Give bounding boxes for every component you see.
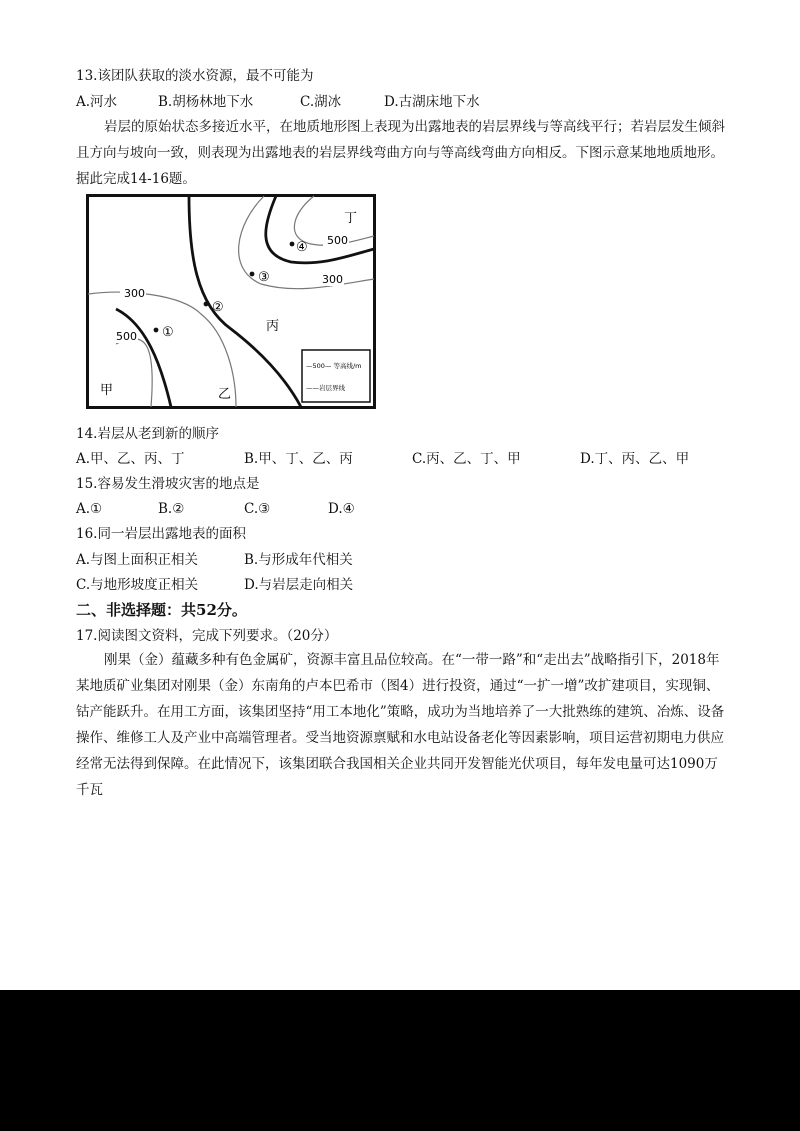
q15-option-a: A.① xyxy=(76,501,103,517)
section-heading: 二、非选择题：共52分。 xyxy=(76,601,247,619)
geology-map xyxy=(86,194,376,409)
point-label-2: ② xyxy=(212,300,224,315)
q14-option-a: A.甲、乙、丙、丁 xyxy=(76,451,185,467)
q13-option-c: C.湖冰 xyxy=(300,94,342,110)
legend-contour: —500— 等高线/m xyxy=(306,362,362,370)
q16-option-c: C.与地形坡度正相关 xyxy=(76,577,199,593)
point-label-1: ① xyxy=(162,325,174,340)
map-legend xyxy=(302,350,370,402)
intro-paragraph: 岩层的原始状态多接近水平，在地质地形图上表现为出露地表的岩层界线与等高线平行；若岩层发生倾斜且方向与坡向一致，则表现为出露地表的岩层界线弯曲方向与等高线弯曲方向相反。下图示意某地地质地形。据此完成14-16题。 xyxy=(76,119,725,187)
q14-option-d: D.丁、丙、乙、甲 xyxy=(580,451,690,467)
point-dot xyxy=(250,272,255,277)
contour-label: 300 xyxy=(322,273,343,286)
q13-option-d: D.古湖床地下水 xyxy=(384,94,480,110)
q17-stem: 17.阅读图文资料，完成下列要求。（20分） xyxy=(76,628,338,644)
layer-jia: 甲 xyxy=(100,383,114,398)
q15-option-b: B.② xyxy=(158,501,185,517)
q13-option-a: A.河水 xyxy=(76,94,118,110)
point-label-3: ③ xyxy=(258,270,270,285)
q13-option-b: B.胡杨林地下水 xyxy=(158,94,254,110)
legend-boundary: ——岩层界线 xyxy=(306,384,345,392)
q15-stem: 15.容易发生滑坡灾害的地点是 xyxy=(76,476,260,492)
q13-stem: 13.该团队获取的淡水资源，最不可能为 xyxy=(76,68,314,84)
contour-label: 300 xyxy=(124,287,145,300)
layer-bing: 丙 xyxy=(266,319,280,334)
q14-option-b: B.甲、丁、乙、丙 xyxy=(244,451,353,467)
q16-option-d: D.与岩层走向相关 xyxy=(244,577,354,593)
scan-black-band xyxy=(0,990,800,1131)
q14-stem: 14.岩层从老到新的顺序 xyxy=(76,426,219,442)
q16-option-b: B.与形成年代相关 xyxy=(244,552,353,568)
q14-option-c: C.丙、乙、丁、甲 xyxy=(412,451,521,467)
q16-option-a: A.与图上面积正相关 xyxy=(76,552,199,568)
point-dot xyxy=(290,242,295,247)
q15-option-d: D.④ xyxy=(328,501,355,517)
point-dot xyxy=(154,328,159,333)
q15-option-c: C.③ xyxy=(244,501,271,517)
q17-paragraph: 刚果（金）蕴藏多种有色金属矿，资源丰富且品位较高。在“一带一路”和“走出去”战略指引下，2018年某地质矿业集团对刚果（金）东南角的卢本巴希市（图4）进行投资，通过“一扩一增”改扩建项目，实现铜、钴产能跃升。在用工方面，该集团坚持“用工本地化”策略，成功为当地培养了一大批熟练的建筑、冶炼、设备操作、维修工人及产业中高端管理者。受当地资源禀赋和水电站设备老化等因素影响，项目运营初期电力供应经常无法得到保障。在此情况下，该集团联合我国相关企业共同开发智能光伏项目，每年发电量可达1090万千瓦 xyxy=(76,652,725,798)
point-dot xyxy=(204,302,209,307)
point-label-4: ④ xyxy=(296,240,308,255)
contour-label: 500 xyxy=(116,330,137,343)
q16-stem: 16.同一岩层出露地表的面积 xyxy=(76,526,246,542)
contour-label: 500 xyxy=(327,234,348,247)
layer-ding: 丁 xyxy=(344,211,358,226)
layer-yi: 乙 xyxy=(218,387,232,402)
